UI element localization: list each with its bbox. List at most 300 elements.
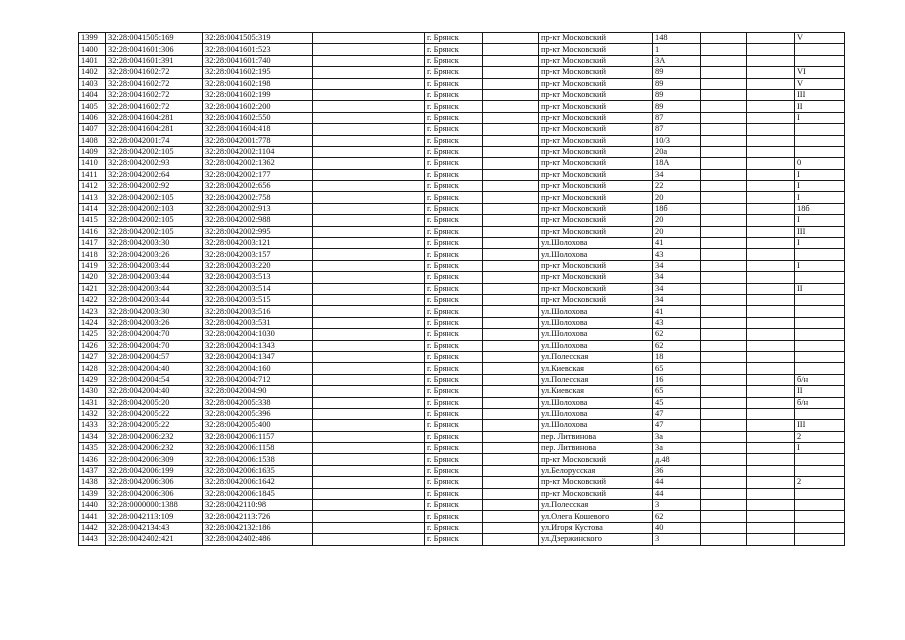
blank-cell-d: [747, 89, 795, 100]
blank-cell-c: [701, 124, 747, 135]
room-number-cell: [795, 340, 845, 351]
row-number-cell: 1416: [79, 226, 106, 237]
row-number-cell: 1410: [79, 158, 106, 169]
blank-cell-a: [313, 238, 425, 249]
street-cell: пр-кт Московский: [539, 226, 653, 237]
blank-cell-b: [483, 397, 539, 408]
parcel-cadastral-cell: 32:28:0042402:421: [106, 534, 203, 545]
blank-cell-c: [701, 158, 747, 169]
house-number-cell: 148: [653, 33, 701, 44]
row-number-cell: 1430: [79, 386, 106, 397]
street-cell: ул.Полесская: [539, 351, 653, 362]
street-cell: ул.Шолохова: [539, 340, 653, 351]
parcel-cadastral-cell: 32:28:0042006:232: [106, 443, 203, 454]
table-row: [79, 33, 845, 44]
blank-cell-c: [701, 181, 747, 192]
object-cadastral-cell: 32:28:0042006:1157: [203, 431, 313, 442]
blank-cell-d: [747, 169, 795, 180]
house-number-cell: 43: [653, 317, 701, 328]
row-number-cell: 1406: [79, 112, 106, 123]
blank-cell-a: [313, 112, 425, 123]
city-cell: г. Брянск: [425, 294, 483, 305]
city-cell: г. Брянск: [425, 397, 483, 408]
blank-cell-c: [701, 386, 747, 397]
blank-cell-d: [747, 500, 795, 511]
parcel-cadastral-cell: 32:28:0042004:54: [106, 374, 203, 385]
table-row: [79, 294, 845, 305]
room-number-cell: [795, 363, 845, 374]
blank-cell-c: [701, 454, 747, 465]
blank-cell-b: [483, 454, 539, 465]
object-cadastral-cell: 32:28:0042006:1158: [203, 443, 313, 454]
parcel-cadastral-cell: 32:28:0042004:40: [106, 386, 203, 397]
blank-cell-b: [483, 340, 539, 351]
room-number-cell: VI: [795, 67, 845, 78]
object-cadastral-cell: 32:28:0042113:726: [203, 511, 313, 522]
blank-cell-b: [483, 534, 539, 545]
parcel-cadastral-cell: 32:28:0042002:64: [106, 169, 203, 180]
blank-cell-c: [701, 397, 747, 408]
blank-cell-b: [483, 260, 539, 271]
blank-cell-c: [701, 112, 747, 123]
parcel-cadastral-cell: 32:28:0041604:281: [106, 112, 203, 123]
house-number-cell: 36: [653, 465, 701, 476]
blank-cell-a: [313, 249, 425, 260]
table-row: [79, 363, 845, 374]
parcel-cadastral-cell: 32:28:0042002:105: [106, 146, 203, 157]
street-cell: пр-кт Московский: [539, 192, 653, 203]
blank-cell-a: [313, 397, 425, 408]
row-number-cell: 1401: [79, 55, 106, 66]
blank-cell-a: [313, 181, 425, 192]
blank-cell-a: [313, 146, 425, 157]
blank-cell-d: [747, 124, 795, 135]
room-number-cell: [795, 534, 845, 545]
house-number-cell: 1: [653, 44, 701, 55]
row-number-cell: 1402: [79, 67, 106, 78]
house-number-cell: 44: [653, 488, 701, 499]
blank-cell-a: [313, 192, 425, 203]
table-row: [79, 431, 845, 442]
parcel-cadastral-cell: 32:28:0042004:40: [106, 363, 203, 374]
blank-cell-b: [483, 169, 539, 180]
house-number-cell: 87: [653, 124, 701, 135]
city-cell: г. Брянск: [425, 260, 483, 271]
room-number-cell: [795, 351, 845, 362]
parcel-cadastral-cell: 32:28:0042003:44: [106, 260, 203, 271]
room-number-cell: [795, 317, 845, 328]
city-cell: г. Брянск: [425, 158, 483, 169]
object-cadastral-cell: 32:28:0042110:98: [203, 500, 313, 511]
parcel-cadastral-cell: 32:28:0042003:26: [106, 249, 203, 260]
parcel-cadastral-cell: 32:28:0042004:57: [106, 351, 203, 362]
row-number-cell: 1433: [79, 420, 106, 431]
street-cell: ул.Шолохова: [539, 249, 653, 260]
blank-cell-b: [483, 226, 539, 237]
row-number-cell: 1411: [79, 169, 106, 180]
row-number-cell: 1440: [79, 500, 106, 511]
blank-cell-a: [313, 215, 425, 226]
house-number-cell: 41: [653, 306, 701, 317]
table-row: [79, 534, 845, 545]
parcel-cadastral-cell: 32:28:0042004:70: [106, 329, 203, 340]
city-cell: г. Брянск: [425, 500, 483, 511]
city-cell: г. Брянск: [425, 386, 483, 397]
city-cell: г. Брянск: [425, 124, 483, 135]
blank-cell-c: [701, 431, 747, 442]
room-number-cell: I: [795, 260, 845, 271]
blank-cell-d: [747, 238, 795, 249]
blank-cell-c: [701, 215, 747, 226]
street-cell: пр-кт Московский: [539, 112, 653, 123]
parcel-cadastral-cell: 32:28:0042003:44: [106, 272, 203, 283]
object-cadastral-cell: 32:28:0042003:121: [203, 238, 313, 249]
blank-cell-d: [747, 260, 795, 271]
blank-cell-c: [701, 146, 747, 157]
blank-cell-b: [483, 477, 539, 488]
street-cell: пр-кт Московский: [539, 169, 653, 180]
city-cell: г. Брянск: [425, 488, 483, 499]
parcel-cadastral-cell: 32:28:0042006:199: [106, 465, 203, 476]
house-number-cell: 45: [653, 397, 701, 408]
city-cell: г. Брянск: [425, 329, 483, 340]
street-cell: пр-кт Московский: [539, 181, 653, 192]
blank-cell-c: [701, 89, 747, 100]
blank-cell-c: [701, 511, 747, 522]
blank-cell-d: [747, 443, 795, 454]
street-cell: пр-кт Московский: [539, 55, 653, 66]
room-number-cell: [795, 511, 845, 522]
object-cadastral-cell: 32:28:0042001:778: [203, 135, 313, 146]
parcel-cadastral-cell: 32:28:0041601:306: [106, 44, 203, 55]
blank-cell-a: [313, 283, 425, 294]
table-row: [79, 351, 845, 362]
room-number-cell: [795, 249, 845, 260]
table-row: [79, 192, 845, 203]
blank-cell-c: [701, 329, 747, 340]
street-cell: пр-кт Московский: [539, 272, 653, 283]
blank-cell-b: [483, 44, 539, 55]
blank-cell-c: [701, 363, 747, 374]
house-number-cell: 20: [653, 192, 701, 203]
blank-cell-a: [313, 306, 425, 317]
room-number-cell: I: [795, 238, 845, 249]
blank-cell-c: [701, 78, 747, 89]
blank-cell-c: [701, 306, 747, 317]
street-cell: пр-кт Московский: [539, 454, 653, 465]
room-number-cell: [795, 44, 845, 55]
blank-cell-d: [747, 101, 795, 112]
blank-cell-c: [701, 374, 747, 385]
object-cadastral-cell: 32:28:0041601:740: [203, 55, 313, 66]
object-cadastral-cell: 32:28:0042004:1347: [203, 351, 313, 362]
blank-cell-c: [701, 169, 747, 180]
row-number-cell: 1434: [79, 431, 106, 442]
table-row: [79, 511, 845, 522]
row-number-cell: 1412: [79, 181, 106, 192]
city-cell: г. Брянск: [425, 67, 483, 78]
table-row: [79, 89, 845, 100]
table-row: [79, 340, 845, 351]
object-cadastral-cell: 32:28:0042006:1642: [203, 477, 313, 488]
room-number-cell: II: [795, 386, 845, 397]
table-row: [79, 408, 845, 419]
blank-cell-a: [313, 420, 425, 431]
table-row: [79, 500, 845, 511]
parcel-cadastral-cell: 32:28:0042113:109: [106, 511, 203, 522]
row-number-cell: 1436: [79, 454, 106, 465]
blank-cell-d: [747, 465, 795, 476]
blank-cell-d: [747, 522, 795, 533]
table-row: [79, 158, 845, 169]
blank-cell-a: [313, 340, 425, 351]
row-number-cell: 1407: [79, 124, 106, 135]
room-number-cell: II: [795, 283, 845, 294]
parcel-cadastral-cell: 32:28:0000000:1388: [106, 500, 203, 511]
table-row: [79, 420, 845, 431]
street-cell: ул.Шолохова: [539, 420, 653, 431]
table-row: [79, 146, 845, 157]
house-number-cell: 22: [653, 181, 701, 192]
city-cell: г. Брянск: [425, 431, 483, 442]
table-row: [79, 78, 845, 89]
room-number-cell: [795, 329, 845, 340]
city-cell: г. Брянск: [425, 363, 483, 374]
blank-cell-a: [313, 363, 425, 374]
blank-cell-c: [701, 443, 747, 454]
blank-cell-d: [747, 294, 795, 305]
city-cell: г. Брянск: [425, 78, 483, 89]
blank-cell-b: [483, 78, 539, 89]
city-cell: г. Брянск: [425, 443, 483, 454]
blank-cell-c: [701, 317, 747, 328]
street-cell: пер. Литвинова: [539, 443, 653, 454]
blank-cell-b: [483, 192, 539, 203]
blank-cell-d: [747, 431, 795, 442]
blank-cell-d: [747, 511, 795, 522]
table-row: [79, 443, 845, 454]
parcel-cadastral-cell: 32:28:0041602:72: [106, 78, 203, 89]
house-number-cell: 34: [653, 283, 701, 294]
object-cadastral-cell: 32:28:0041604:418: [203, 124, 313, 135]
blank-cell-b: [483, 158, 539, 169]
room-number-cell: [795, 306, 845, 317]
street-cell: ул.Полесская: [539, 374, 653, 385]
blank-cell-b: [483, 55, 539, 66]
blank-cell-d: [747, 158, 795, 169]
blank-cell-b: [483, 238, 539, 249]
row-number-cell: 1432: [79, 408, 106, 419]
house-number-cell: 89: [653, 67, 701, 78]
blank-cell-a: [313, 272, 425, 283]
blank-cell-d: [747, 78, 795, 89]
parcel-cadastral-cell: 32:28:0042006:306: [106, 477, 203, 488]
blank-cell-a: [313, 351, 425, 362]
house-number-cell: 18А: [653, 158, 701, 169]
parcel-cadastral-cell: 32:28:0042134:43: [106, 522, 203, 533]
row-number-cell: 1443: [79, 534, 106, 545]
blank-cell-b: [483, 181, 539, 192]
blank-cell-b: [483, 124, 539, 135]
blank-cell-a: [313, 158, 425, 169]
city-cell: г. Брянск: [425, 534, 483, 545]
table-row: [79, 260, 845, 271]
table-row: [79, 124, 845, 135]
blank-cell-d: [747, 351, 795, 362]
table-row: [79, 374, 845, 385]
blank-cell-d: [747, 283, 795, 294]
city-cell: г. Брянск: [425, 192, 483, 203]
city-cell: г. Брянск: [425, 306, 483, 317]
house-number-cell: 3: [653, 500, 701, 511]
blank-cell-d: [747, 249, 795, 260]
blank-cell-c: [701, 283, 747, 294]
blank-cell-a: [313, 454, 425, 465]
object-cadastral-cell: 32:28:0042002:913: [203, 203, 313, 214]
blank-cell-a: [313, 329, 425, 340]
blank-cell-d: [747, 135, 795, 146]
object-cadastral-cell: 32:28:0042006:1845: [203, 488, 313, 499]
city-cell: г. Брянск: [425, 169, 483, 180]
row-number-cell: 1421: [79, 283, 106, 294]
house-number-cell: 20: [653, 215, 701, 226]
house-number-cell: 89: [653, 101, 701, 112]
object-cadastral-cell: 32:28:0042002:995: [203, 226, 313, 237]
room-number-cell: [795, 294, 845, 305]
street-cell: ул.Полесская: [539, 500, 653, 511]
parcel-cadastral-cell: 32:28:0041602:72: [106, 89, 203, 100]
blank-cell-a: [313, 374, 425, 385]
street-cell: ул.Шолохова: [539, 317, 653, 328]
city-cell: г. Брянск: [425, 112, 483, 123]
city-cell: г. Брянск: [425, 340, 483, 351]
street-cell: пр-кт Московский: [539, 146, 653, 157]
blank-cell-d: [747, 215, 795, 226]
parcel-cadastral-cell: 32:28:0042003:44: [106, 294, 203, 305]
blank-cell-a: [313, 317, 425, 328]
city-cell: г. Брянск: [425, 226, 483, 237]
row-number-cell: 1403: [79, 78, 106, 89]
row-number-cell: 1441: [79, 511, 106, 522]
blank-cell-a: [313, 408, 425, 419]
room-number-cell: [795, 522, 845, 533]
city-cell: г. Брянск: [425, 146, 483, 157]
table-row: [79, 477, 845, 488]
blank-cell-b: [483, 112, 539, 123]
blank-cell-a: [313, 465, 425, 476]
object-cadastral-cell: 32:28:0042006:1538: [203, 454, 313, 465]
blank-cell-b: [483, 431, 539, 442]
room-number-cell: 2: [795, 431, 845, 442]
room-number-cell: [795, 500, 845, 511]
blank-cell-b: [483, 511, 539, 522]
table-row: [79, 283, 845, 294]
blank-cell-b: [483, 89, 539, 100]
city-cell: г. Брянск: [425, 249, 483, 260]
property-register-table: [78, 32, 845, 546]
blank-cell-d: [747, 33, 795, 44]
parcel-cadastral-cell: 32:28:0042002:93: [106, 158, 203, 169]
object-cadastral-cell: 32:28:0042003:516: [203, 306, 313, 317]
blank-cell-a: [313, 386, 425, 397]
parcel-cadastral-cell: 32:28:0042005:20: [106, 397, 203, 408]
blank-cell-c: [701, 55, 747, 66]
room-number-cell: 2: [795, 477, 845, 488]
street-cell: ул.Киевская: [539, 363, 653, 374]
blank-cell-b: [483, 135, 539, 146]
city-cell: г. Брянск: [425, 420, 483, 431]
room-number-cell: [795, 55, 845, 66]
house-number-cell: 34: [653, 260, 701, 271]
object-cadastral-cell: 32:28:0042002:988: [203, 215, 313, 226]
house-number-cell: 18: [653, 351, 701, 362]
blank-cell-d: [747, 488, 795, 499]
house-number-cell: 18б: [653, 203, 701, 214]
blank-cell-d: [747, 408, 795, 419]
room-number-cell: I: [795, 112, 845, 123]
blank-cell-c: [701, 44, 747, 55]
table-row: [79, 488, 845, 499]
blank-cell-b: [483, 249, 539, 260]
row-number-cell: 1404: [79, 89, 106, 100]
blank-cell-c: [701, 249, 747, 260]
object-cadastral-cell: 32:28:0042002:656: [203, 181, 313, 192]
room-number-cell: I: [795, 215, 845, 226]
house-number-cell: 65: [653, 363, 701, 374]
blank-cell-d: [747, 454, 795, 465]
street-cell: пр-кт Московский: [539, 215, 653, 226]
table-row: [79, 306, 845, 317]
blank-cell-d: [747, 534, 795, 545]
row-number-cell: 1417: [79, 238, 106, 249]
room-number-cell: III: [795, 89, 845, 100]
parcel-cadastral-cell: 32:28:0042003:44: [106, 283, 203, 294]
city-cell: г. Брянск: [425, 238, 483, 249]
blank-cell-a: [313, 55, 425, 66]
row-number-cell: 1425: [79, 329, 106, 340]
row-number-cell: 1415: [79, 215, 106, 226]
object-cadastral-cell: 32:28:0042002:1104: [203, 146, 313, 157]
row-number-cell: 1435: [79, 443, 106, 454]
house-number-cell: 62: [653, 329, 701, 340]
blank-cell-a: [313, 203, 425, 214]
room-number-cell: V: [795, 33, 845, 44]
row-number-cell: 1419: [79, 260, 106, 271]
blank-cell-c: [701, 226, 747, 237]
room-number-cell: V: [795, 78, 845, 89]
object-cadastral-cell: 32:28:0042003:531: [203, 317, 313, 328]
house-number-cell: 20: [653, 226, 701, 237]
city-cell: г. Брянск: [425, 272, 483, 283]
parcel-cadastral-cell: 32:28:0042002:103: [106, 203, 203, 214]
blank-cell-d: [747, 420, 795, 431]
object-cadastral-cell: 32:28:0041602:200: [203, 101, 313, 112]
blank-cell-a: [313, 477, 425, 488]
row-number-cell: 1427: [79, 351, 106, 362]
street-cell: пр-кт Московский: [539, 135, 653, 146]
blank-cell-d: [747, 477, 795, 488]
row-number-cell: 1437: [79, 465, 106, 476]
blank-cell-a: [313, 522, 425, 533]
blank-cell-c: [701, 260, 747, 271]
blank-cell-a: [313, 67, 425, 78]
city-cell: г. Брянск: [425, 522, 483, 533]
house-number-cell: 34: [653, 169, 701, 180]
blank-cell-c: [701, 465, 747, 476]
blank-cell-c: [701, 522, 747, 533]
blank-cell-d: [747, 272, 795, 283]
parcel-cadastral-cell: 32:28:0041505:169: [106, 33, 203, 44]
